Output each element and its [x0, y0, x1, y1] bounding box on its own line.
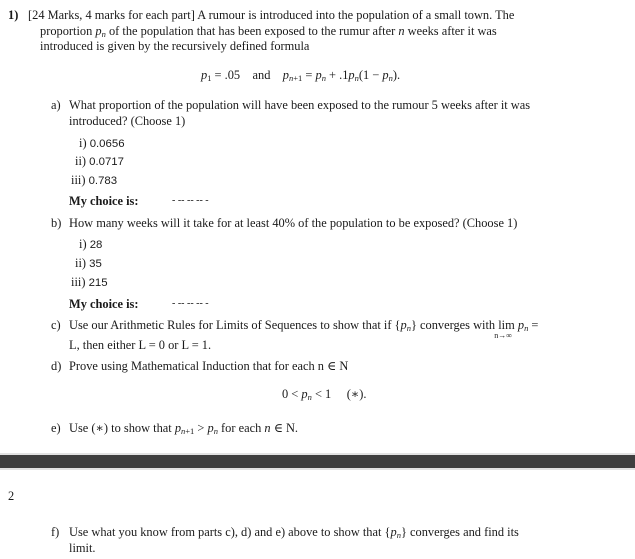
part-e-label: e) [51, 421, 61, 435]
recursive-formula: $p_1 = .05$ and $p_{n+1} = p_n + .1p_n(1 - p_n)$. [201, 68, 401, 83]
option-value: 28 [89, 239, 103, 251]
part-f-label: f) [51, 525, 60, 539]
option-label: iii) [71, 275, 86, 289]
option-value: 0.0717 [89, 156, 124, 168]
page-number: 2 [8, 489, 15, 503]
part-b-option-3[interactable] [71, 274, 108, 291]
part-a-line-2: introduced? (Choose 1) [69, 114, 186, 128]
part-c-label: c) [51, 318, 61, 332]
part-b-choice-label: My choice is: [69, 297, 139, 311]
part-f-line-1: Use what you know from parts c), d) and e) above to show that $\{p_n\}$ converges and find its [69, 525, 519, 540]
option-value: 35 [89, 258, 102, 270]
option-label: i) [79, 237, 87, 251]
part-a-option-1[interactable] [79, 135, 125, 152]
part-a-choice-label: My choice is: [69, 194, 139, 208]
limit-subscript: n→∞ [494, 331, 512, 340]
part-b-label: b) [51, 216, 62, 230]
part-b-option-2[interactable] [75, 255, 102, 272]
option-value: 0.0656 [89, 138, 125, 150]
intro-line-3: introduced is given by the recursively defined formula [40, 39, 310, 53]
part-c-line-1: Use our Arithmetic Rules for Limits of Sequences to show that if $\{p_n\}$ converges with lim n→∞ $p_n$ = [69, 318, 539, 340]
option-label: iii) [71, 173, 86, 187]
part-b-option-1[interactable] [79, 236, 102, 253]
part-c-line-2: L, then either L = 0 or L = 1. [69, 338, 212, 352]
option-value: 215 [88, 277, 108, 289]
option-label: i) [79, 136, 87, 150]
page-break-divider [0, 453, 635, 470]
part-e-line-1: Use (∗) to show that $p_{n+1} > p_n$ for each n ∈ N. [69, 421, 299, 436]
option-label: ii) [75, 256, 87, 270]
induction-formula: $0 < p_n < 1$ (∗). [282, 387, 367, 402]
part-d-label: d) [51, 359, 62, 373]
question-number: 1) [8, 8, 19, 22]
part-f-line-2: limit. [69, 541, 96, 555]
part-d-line-1: Prove using Mathematical Induction that for each n ∈ N [69, 359, 349, 373]
intro-line-2: proportion $p_n$ of the population that has been exposed to the rumur after n weeks after it was [40, 24, 497, 39]
part-a-line-1: What proportion of the population will have been exposed to the rumour 5 weeks after it was [69, 98, 531, 112]
part-a-choice-blank[interactable]: - -- -- -- - [172, 195, 209, 206]
option-value: 0.783 [88, 175, 118, 187]
part-a-label: a) [51, 98, 61, 112]
option-label: ii) [75, 154, 87, 168]
part-b-line-1: How many weeks will it take for at least 40% of the population to be exposed? (Choose 1) [69, 216, 518, 230]
part-a-option-2[interactable] [75, 153, 124, 170]
intro-line-1: [24 Marks, 4 marks for each part] A rumour is introduced into the population of a small town. The [28, 8, 515, 22]
limit-operator: lim n→∞ [494, 318, 515, 340]
part-a-option-3[interactable] [71, 172, 117, 189]
part-b-choice-blank[interactable]: - -- -- -- - [172, 298, 209, 309]
